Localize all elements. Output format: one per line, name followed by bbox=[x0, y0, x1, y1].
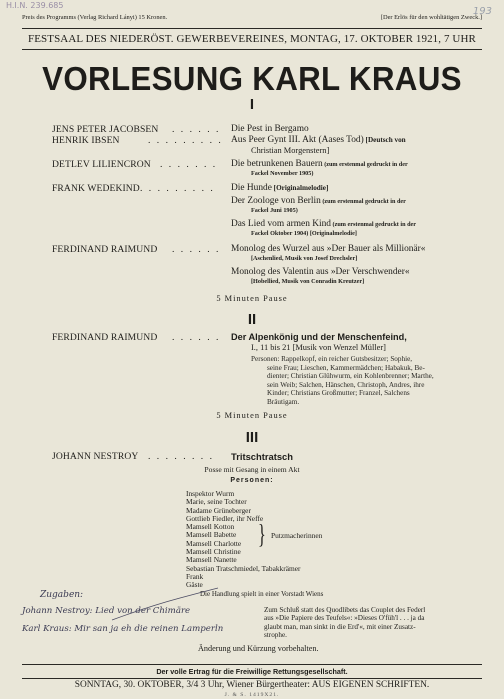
author-ibsen: HENRIK IBSEN bbox=[52, 135, 120, 146]
handwritten-stroke-icon bbox=[110, 586, 220, 626]
persons-line: Personen: Rappelkopf, ein reicher Gutsbesitzer; Sophie, bbox=[251, 355, 413, 363]
cast-member: Mamsell Babette bbox=[186, 530, 237, 540]
cast-brace: } bbox=[258, 519, 266, 549]
work-peer-gynt-translator: Christian Morgenstern] bbox=[251, 146, 330, 155]
work-lied-note: Fackel Oktober 1904) [Originalmelodie] bbox=[251, 230, 357, 237]
cast-member: Mamsell Nanette bbox=[186, 555, 237, 565]
part-1-numeral: I bbox=[249, 96, 255, 113]
header-price: Preis des Programms (Verlag Richard Lányi) 15 Kronen. bbox=[22, 14, 168, 21]
footer-rule-bottom bbox=[22, 678, 482, 679]
header-rule-bottom bbox=[22, 49, 482, 50]
leader-dots: . . . . . . . bbox=[160, 159, 218, 170]
work-tritschtratsch: Tritschtratsch bbox=[231, 451, 293, 462]
cast-member: Frank bbox=[186, 571, 204, 581]
persons-line: dienter; Christian Glühwurm, ein Kohlenbrenner; Marthe, bbox=[267, 372, 434, 380]
work-peer-gynt: Aus Peer Gynt III. Akt (Aases Tod) [Deutsch von bbox=[231, 135, 406, 145]
closing-note bbox=[264, 606, 425, 640]
cast-member: Mamsell Charlotte bbox=[186, 538, 242, 548]
changes-reserved: Änderung und Kürzung vorbehalten. bbox=[198, 644, 319, 653]
leader-dots: . . . . . . . . . bbox=[148, 135, 223, 146]
setting-line: Die Handlung spielt in einer Vorstadt Wiens bbox=[200, 590, 324, 598]
work-die-hunde: Die Hunde [Originalmelodie] bbox=[231, 183, 329, 193]
pencil-page-number: 193 bbox=[472, 6, 492, 17]
persons-line: sein Weib; Salchen, Hänschen, Christoph, Andres, ihre bbox=[267, 380, 425, 389]
page-title: VORLESUNG KARL KRAUS bbox=[42, 60, 462, 97]
author-wedekind: FRANK WEDEKIND bbox=[52, 183, 140, 194]
work-zoologe-von-berlin: Der Zoologe von Berlin (zum erstenmal gedruckt in der bbox=[231, 196, 406, 206]
handwritten-encores-label: Zugaben: bbox=[40, 590, 84, 600]
work-alpenkoenig-scenes: I., 11 bis 21 [Musik von Wenzel Müller] bbox=[251, 343, 386, 352]
footer-proceeds: Der volle Ertrag für die Freiwillige Rettungsgesellschaft. bbox=[156, 667, 348, 676]
leader-dots: . . . . . . . . . bbox=[140, 183, 215, 194]
alpenkoenig-persons bbox=[251, 355, 434, 406]
work-monolog-valentin: Monolog des Valentin aus »Der Verschwender« bbox=[231, 267, 410, 277]
work-monolog-wurzel-note: [Aschenlied, Musik von Josef Drechsler] bbox=[251, 255, 358, 262]
header-rule-top bbox=[22, 28, 482, 29]
author-jacobsen: JENS PETER JACOBSEN bbox=[52, 124, 159, 135]
cast-member: Mamsell Kotton bbox=[186, 522, 235, 532]
work-monolog-wurzel: Monolog des Wurzel aus »Der Bauer als Millionär« bbox=[231, 244, 426, 254]
cast-member: Mamsell Christine bbox=[186, 547, 241, 557]
closing-line: aus »Die Papiere des Teufels«: »Dieses O'füh'l . . . ja da bbox=[264, 614, 425, 623]
cast-member: Marie, seine Tochter bbox=[186, 497, 247, 507]
persons-line: Bräutigam. bbox=[267, 397, 300, 406]
pause-2: 5 Minuten Pause bbox=[216, 411, 288, 420]
footer-next-lecture: SONNTAG, 30. OKTOBER, 3/4 3 Uhr, Wiener Bürgertheater: AUS EIGENEN SCHRIFTEN. bbox=[74, 680, 430, 690]
cast-member: Gottlieb Fiedler, ihr Neffe bbox=[186, 513, 264, 523]
leader-dots: . . . . . . . . bbox=[148, 451, 214, 462]
closing-line: strophe. bbox=[264, 631, 287, 640]
venue-line: FESTSAAL DES NIEDERÖST. GEWERBEVEREINES, MONTAG, 17. OKTOBER 1921, 7 UHR bbox=[28, 33, 476, 45]
work-zoologe-note: Fackel Juni 1905) bbox=[251, 207, 298, 214]
cast-member: Madame Grüneberger bbox=[186, 505, 251, 515]
part-3-numeral: III bbox=[245, 429, 259, 446]
work-pest-in-bergamo: Die Pest in Bergamo bbox=[231, 124, 309, 134]
cast-member: Gäste bbox=[186, 580, 203, 590]
tritschtratsch-subtitle: Posse mit Gesang in einem Akt bbox=[204, 465, 300, 474]
work-betrunkene-bauern-note: Fackel November 1905) bbox=[251, 170, 314, 177]
closing-line: Zum Schluß statt des Quodlibets das Couplet des Federl bbox=[264, 606, 426, 614]
leader-dots: . . . . . . bbox=[172, 244, 221, 255]
persons-line: seine Frau; Lieschen, Kammermädchen; Habakuk, Be- bbox=[267, 363, 425, 372]
author-nestroy: JOHANN NESTROY bbox=[52, 451, 139, 462]
inventory-stamp: H.I.N. 239.685 bbox=[6, 1, 64, 10]
handwritten-encore-2: Karl Kraus: Mir san ja eh die reinen Lamperln bbox=[22, 624, 224, 634]
author-liliencron: DETLEV LILIENCRON bbox=[52, 159, 151, 170]
header-proceeds-note: [Der Erlös für den wohltätigen Zweck.] bbox=[380, 14, 482, 21]
work-alpenkoenig: Der Alpenkönig und der Menschenfeind, bbox=[231, 332, 407, 342]
persons-label: Personen: bbox=[230, 477, 274, 484]
work-monolog-valentin-note: [Hobellied, Musik von Conradin Kreutzer] bbox=[251, 278, 365, 285]
author-raimund-2: FERDINAND RAIMUND bbox=[52, 332, 158, 343]
leader-dots: . . . . . . bbox=[172, 332, 221, 343]
part-2-numeral: II bbox=[247, 311, 257, 328]
cast-member: Sebastian Tratschmiedel, Tabakkrämer bbox=[186, 563, 301, 573]
leader-dots: . . . . . . bbox=[172, 124, 221, 135]
footer-rule-top bbox=[22, 664, 482, 665]
cast-member: Inspektor Wurm bbox=[186, 489, 235, 498]
printer-mark: J. & S. 1419X21. bbox=[224, 692, 280, 698]
pause-1: 5 Minuten Pause bbox=[216, 294, 288, 303]
handwritten-encore-1: Johann Nestroy: Lied von der Chimäre bbox=[22, 606, 191, 616]
brace-label: Putzmacherinnen bbox=[271, 531, 323, 540]
closing-line: glaubt man, man sinkt in die Erd'«, mit einer Zusatz- bbox=[264, 622, 416, 631]
work-lied-vom-armen-kind: Das Lied vom armen Kind (zum erstenmal gedruckt in der bbox=[231, 219, 417, 229]
author-raimund: FERDINAND RAIMUND bbox=[52, 244, 158, 255]
persons-line: Kinder; Christians Großmutter; Franzel, Salchens bbox=[267, 389, 410, 397]
work-betrunkene-bauern: Die betrunkenen Bauern (zum erstenmal gedruckt in der bbox=[231, 159, 408, 169]
